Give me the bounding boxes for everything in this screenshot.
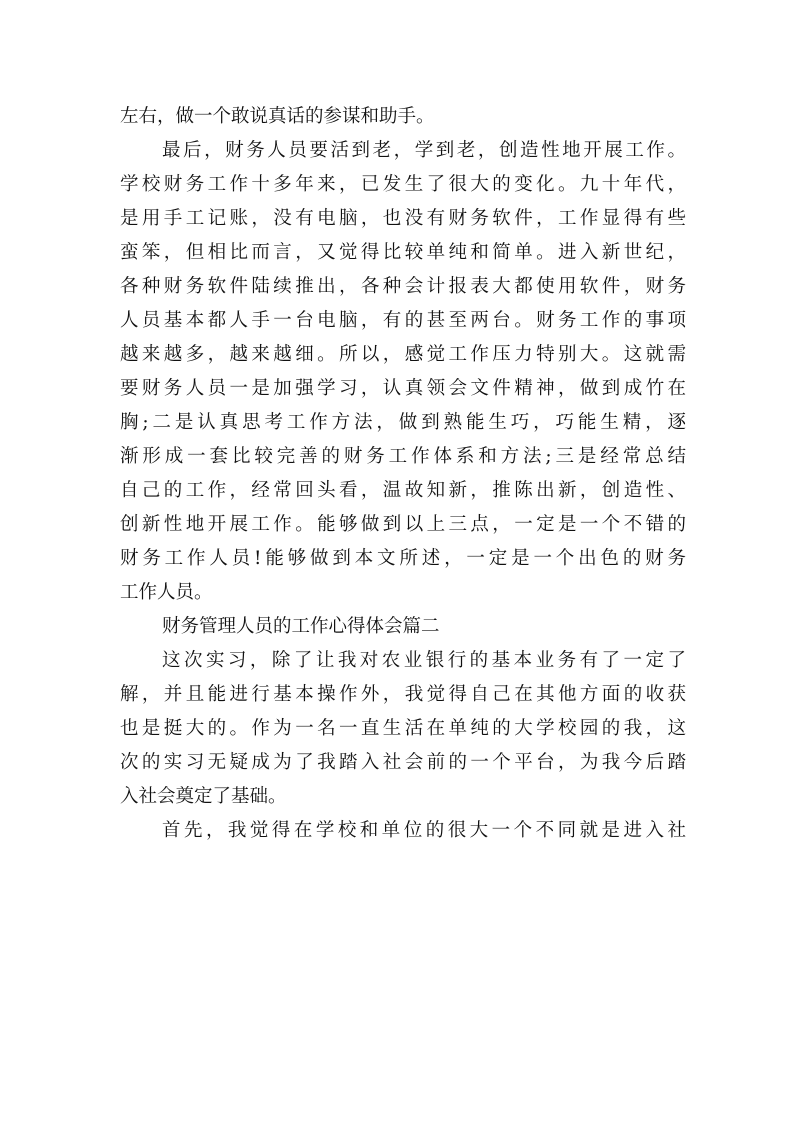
paragraph-line: 也是挺大的。作为一名一直生活在单纯的大学校园的我，这 bbox=[120, 718, 686, 739]
paragraph-line: 人员基本都人手一台电脑，有的甚至两台。财务工作的事项 bbox=[120, 310, 686, 331]
paragraph-line: 学校财务工作十多年来，已发生了很大的变化。九十年代， bbox=[120, 174, 686, 195]
paragraph-line: 这次实习，除了让我对农业银行的基本业务有了一定了 bbox=[162, 650, 686, 671]
paragraph-line: 各种财务软件陆续推出，各种会计报表大都使用软件，财务 bbox=[120, 276, 686, 297]
paragraph-line: 创新性地开展工作。能够做到以上三点，一定是一个不错的 bbox=[120, 514, 686, 535]
paragraph-line: 胸;二是认真思考工作方法，做到熟能生巧，巧能生精，逐 bbox=[120, 412, 686, 433]
paragraph-line: 财务工作人员!能够做到本文所述，一定是一个出色的财务 bbox=[120, 548, 686, 569]
paragraph-line: 越来越多，越来越细。所以，感觉工作压力特别大。这就需 bbox=[120, 344, 686, 365]
paragraph-line: 蛮笨，但相比而言，又觉得比较单纯和简单。进入新世纪， bbox=[120, 242, 686, 263]
paragraph-line: 是用手工记账，没有电脑，也没有财务软件，工作显得有些 bbox=[120, 208, 686, 229]
section-heading: 财务管理人员的工作心得体会篇二 bbox=[162, 616, 440, 637]
paragraph-line: 工作人员。 bbox=[120, 582, 213, 603]
paragraph-line: 自己的工作，经常回头看，温故知新，推陈出新，创造性、 bbox=[120, 480, 686, 501]
paragraph-line: 左右，做一个敢说真话的参谋和助手。 bbox=[120, 106, 435, 127]
paragraph-line: 首先，我觉得在学校和单位的很大一个不同就是进入社 bbox=[162, 820, 686, 841]
paragraph-line: 解，并且能进行基本操作外，我觉得自己在其他方面的收获 bbox=[120, 684, 686, 705]
paragraph-line: 渐形成一套比较完善的财务工作体系和方法;三是经常总结 bbox=[120, 446, 686, 467]
paragraph-line: 次的实习无疑成为了我踏入社会前的一个平台，为我今后踏 bbox=[120, 752, 686, 773]
paragraph-line: 最后，财务人员要活到老，学到老，创造性地开展工作。 bbox=[162, 140, 686, 161]
paragraph-line: 要财务人员一是加强学习，认真领会文件精神，做到成竹在 bbox=[120, 378, 686, 399]
document-body bbox=[120, 100, 686, 848]
paragraph-line: 入社会奠定了基础。 bbox=[120, 786, 287, 807]
